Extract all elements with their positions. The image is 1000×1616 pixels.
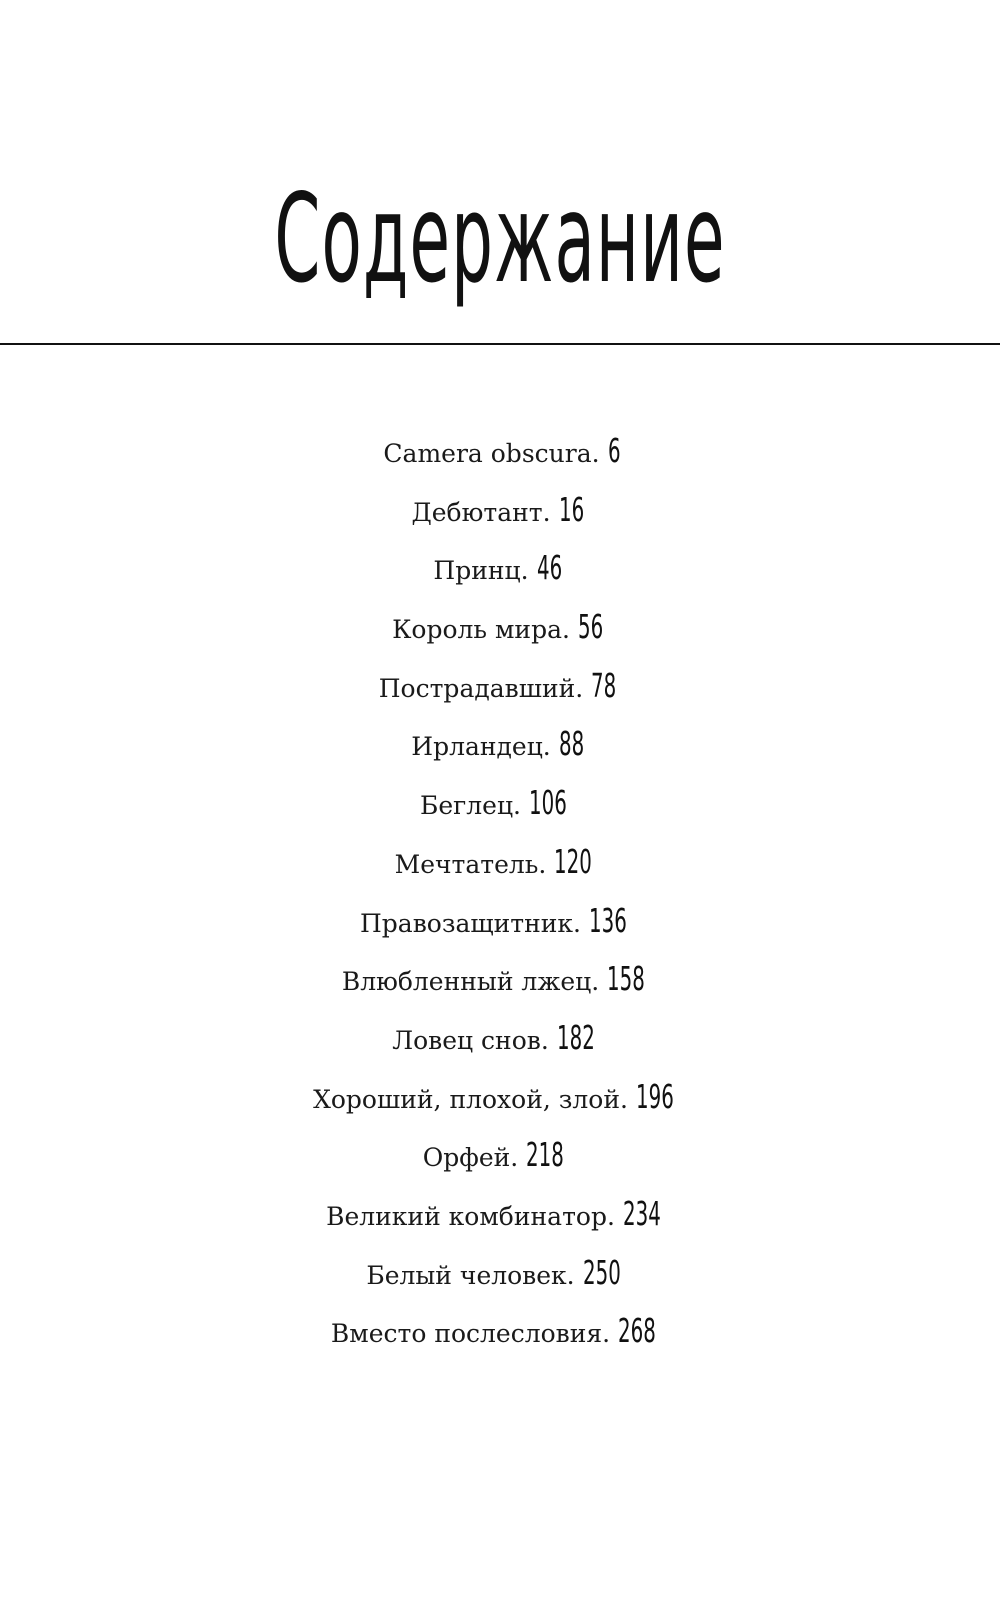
toc-entry-page: 88 [558,724,584,764]
toc-entry [0,724,1000,783]
toc-entry-page: 120 [554,841,593,881]
toc-entry-title: Хороший, плохой, злой. [313,1084,628,1114]
toc-entry-title: Король мира. [392,615,570,645]
toc-entry-title: Дебютант. [411,497,551,527]
toc-entry [0,959,1000,1018]
toc-entry-title: Принц. [433,556,529,586]
toc-entry-title: Белый человек. [366,1260,575,1290]
toc-entry-title: Орфей. [422,1143,519,1173]
toc-entry-title: Мечтатель. [394,849,547,879]
toc-entry-title: Вместо послесловия. [330,1319,611,1349]
toc-entry-title: Camera obscura. [383,439,600,468]
toc-entry-title: Великий комбинатор. [326,1201,615,1231]
toc-entry-page: 46 [536,548,562,588]
toc-entry-page: 56 [577,607,604,647]
toc-entry-page: 136 [589,900,627,940]
toc-entry-page: 106 [528,783,567,823]
toc-entry-page: 6 [607,431,621,470]
toc-entry-page: 196 [635,1076,674,1116]
toc-entry [0,1253,1000,1312]
toc-entry [0,490,1000,549]
toc-entry-page: 182 [556,1017,595,1057]
toc-entry [0,666,1000,725]
toc-entry-page: 250 [582,1252,621,1292]
toc-entry [0,1018,1000,1077]
toc-entry-title: Ирландец. [411,732,551,762]
toc-entry-page: 218 [526,1135,565,1175]
toc-entry-title: Правозащитник. [359,908,581,938]
toc-entry [0,607,1000,666]
toc-entry [0,1311,1000,1370]
toc-entry [0,842,1000,901]
toc-entry [0,548,1000,607]
table-of-contents [0,431,1000,1370]
heading-rule [0,343,1000,345]
toc-entry [0,1194,1000,1253]
toc-entry-title: Пострадавший. [378,673,584,703]
toc-entry [0,1135,1000,1194]
toc-entry [0,901,1000,960]
toc-entry-page: 158 [607,959,645,999]
toc-entry [0,431,1000,490]
toc-entry [0,783,1000,842]
toc-entry-title: Ловец снов. [392,1025,549,1055]
toc-entry-title: Беглец. [420,791,521,821]
toc-entry-page: 234 [622,1193,661,1233]
toc-entry [0,1077,1000,1136]
toc-entry-title: Влюбленный лжец. [341,967,600,997]
toc-entry-page: 268 [618,1311,656,1351]
page-title: Содержание [274,168,726,310]
toc-entry-page: 78 [591,665,617,705]
toc-entry-page: 16 [558,489,584,529]
